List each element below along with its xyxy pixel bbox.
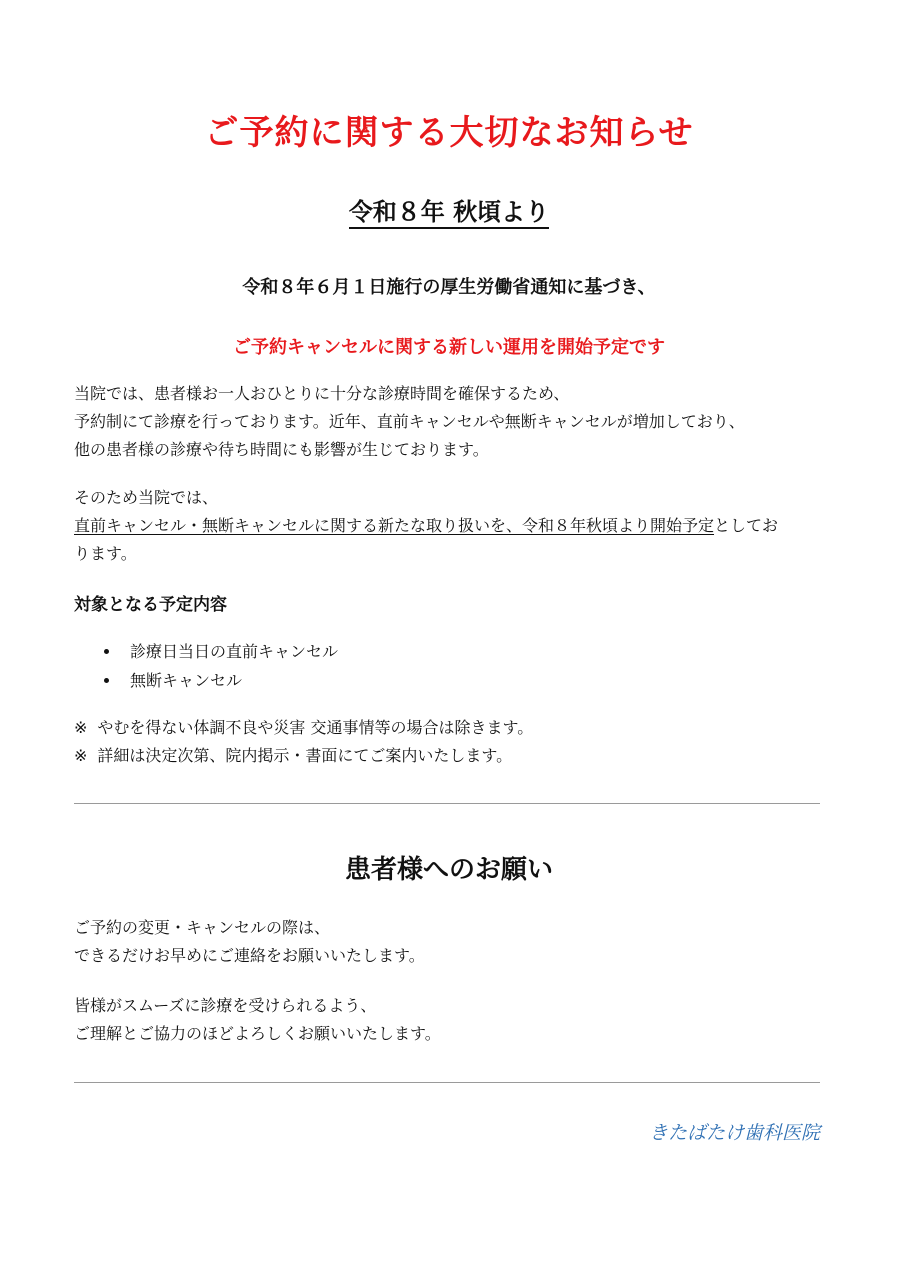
intro-line-2: 予約制にて診療を行っております。近年、直前キャンセルや無断キャンセルが増加しており、 [74, 412, 745, 431]
subtitle [0, 192, 898, 227]
policy-paragraph [74, 484, 834, 568]
subtitle-text: 令和８年 秋頃より [349, 198, 549, 229]
note-text: やむを得ない体調不良や災害 交通事情等の場合は除きます。 [97, 718, 534, 737]
policy-tail-1: としてお [714, 516, 779, 535]
note-mark: ※ [74, 746, 88, 765]
targets-list [104, 637, 338, 695]
bullet-icon [104, 649, 109, 654]
intro-line-3: 他の患者様の診療や待ち時間にも影響が生じております。 [74, 440, 489, 459]
list-item [104, 637, 338, 666]
policy-line-2 [74, 512, 834, 540]
intro-paragraph [74, 380, 834, 464]
policy-underlined-text: 直前キャンセル・無断キャンセルに関する新たな取り扱いを、令和８年秋頃より開始予定 [74, 516, 715, 535]
divider [74, 803, 820, 804]
notes [74, 714, 533, 770]
request-line-2: できるだけお早めにご連絡をお願いいたします。 [74, 946, 425, 965]
divider [74, 1082, 820, 1083]
request-paragraph-2 [74, 992, 834, 1048]
page-title: ご予約に関する大切なお知らせ [204, 113, 694, 153]
bullet-icon [104, 678, 109, 683]
clinic-name: きたばたけ歯科医院 [648, 1122, 820, 1144]
intro-line-1: 当院では、患者様お一人おひとりに十分な診療時間を確保するため、 [74, 384, 570, 403]
list-item-text: 診療日当日の直前キャンセル [130, 642, 339, 661]
request-line-1: ご予約の変更・キャンセルの際は、 [74, 918, 331, 937]
request-line-4: ご理解とご協力のほどよろしくお願いいたします。 [74, 1024, 441, 1043]
policy-line-3: ります。 [74, 544, 137, 563]
note-text: 詳細は決定次第、院内掲示・書面にてご案内いたします。 [97, 746, 513, 765]
request-line-3: 皆様がスムーズに診療を受けられるよう、 [74, 996, 377, 1015]
lead-line-2: ご予約キャンセルに関する新しい運用を開始予定です [233, 337, 665, 358]
policy-line-1: そのため当院では、 [74, 488, 219, 507]
list-item [104, 666, 338, 695]
request-paragraph-1 [74, 914, 834, 970]
note-mark: ※ [74, 718, 88, 737]
note-1 [74, 714, 533, 742]
targets-heading: 対象となる予定内容 [74, 595, 227, 615]
note-2 [74, 742, 533, 770]
list-item-text: 無断キャンセル [130, 671, 243, 690]
lead-line-1: 令和８年６月１日施行の厚生労働省通知に基づき、 [242, 277, 656, 298]
request-heading: 患者様へのお願い [344, 855, 553, 885]
